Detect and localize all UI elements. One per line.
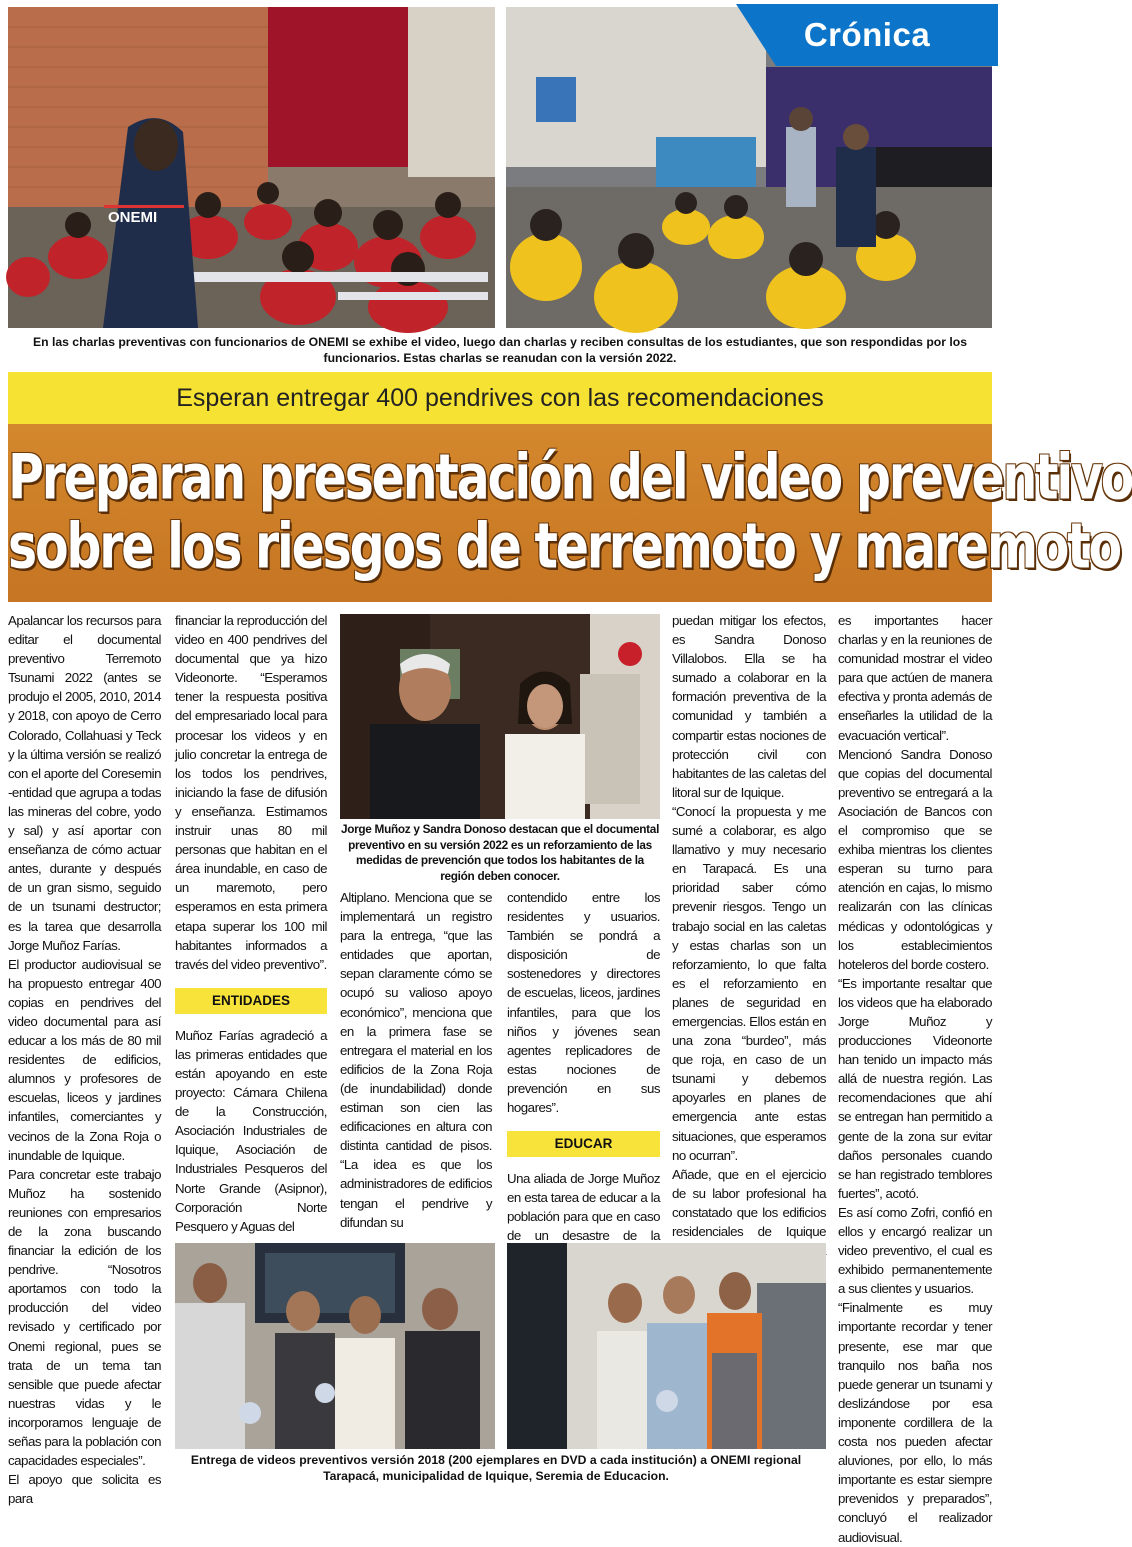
photo-dvd-delivery-2: [507, 1243, 826, 1449]
article-column-2: [175, 611, 327, 1236]
article-column-4: [507, 888, 660, 1265]
paragraph: “Es importante resaltar que los videos que ha elaborado Jorge Muñoz y producciones Videonorte han tenido un impacto más allá de nuestra región. Las recomendaciones que ahí se entregan han permitido a gente de la zona sur evitar daños personales cuando se han registrado temblores fuertes”, acotó.: [838, 975, 992, 1201]
paragraph: El productor audiovisual se ha propuesto entregar 400 copias en pendrives del video documental para así educar a los más de 80 mil residentes de edificios, alumnos y profesores de escuelas, liceos y jardines infantiles, comerciantes y vecinos de la Zona Roja o inundable de Iquique.: [8, 956, 161, 1163]
article-column-3: [340, 888, 492, 1232]
paragraph: “Conocí la propuesta y me sumé a colaborar, es algo llamativo y muy necesario en Tarapacá. Es una prioridad saber cómo prevenir riesgos. Tengo un trabajo social en las caletas y estas charlas son un reforzamiento, lo que falta es el reforzamiento en planes de seguridad en emergencias. Ellos están en una zona “burdeo”, más que roja, en caso de un tsunami y debemos apoyarles en planes de emergencia ante estas situaciones, que esperamos no ocurran”.: [672, 803, 826, 1163]
paragraph: Añade, que en el ejercicio de su labor profesional ha constatado que los edificios residenciales de Iquique: [672, 1166, 826, 1239]
paragraph: Altiplano. Menciona que se implementará un registro para la entrega, “que las entidades que aportan, sepan claramente cómo se ocupó su valioso apoyo económico”, menciona que en la primera fase se entregara el material en los edificios de la Zona Roja (de inundabilidad) donde estiman son cien las edificaciones en altura con distinta cantidad de pisos. “La idea es que los administradores de edificios tengan el pendrive y difundan su: [340, 890, 492, 1230]
caption-photo-munoz-donoso: Jorge Muñoz y Sandra Donoso destacan que el documental preventivo en su versión 2022 es un reforzamiento de las medidas de prevención que todos los habitantes de la región deben conocer.: [340, 822, 660, 883]
paragraph: financiar la reproducción del video en 400 pendrives del documental que ya hizo Videonorte. “Esperamos tener la respuesta positiva del empresariado local para procesar los videos y en julio concretar la entrega de los todos los pendrives, iniciando la fase de difusión y enseñanza. Estimamos instruir unas 80 mil personas que habitan en el área inundable, en caso de un maremoto, pero esperamos en esta primera etapa superar los 100 mil habitantes informados a través del video preventivo”.: [175, 613, 327, 972]
photo-munoz-donoso: [340, 614, 660, 819]
article-column-1: [8, 611, 161, 1508]
paragraph: puedan mitigar los efectos, es Sandra Donoso Villalobos. Ella se ha sumado a colaborar en la formación preventiva de la comunidad y también a compartir estas nociones de protección civil con habitantes de las caletas del litoral sur de Iquique.: [672, 613, 826, 800]
paragraph: Es así como Zofri, confió en ellos y encargó realizar un video preventivo, el cual es exhibido permanentemente a sus clientes y usuarios.: [838, 1204, 992, 1297]
paragraph: “Finalmente es muy importante recordar y tener presente, ese mar que tranquilo nos baña nos puede generar un tsunami y deslizándose por esa imponente cordillera de la costa nos pueden afectar aluviones, por ello, lo más importante es estar siempre prevenidos y preparados”, concluyó el realizador audiovisual.: [838, 1300, 992, 1545]
subhead-entidades: ENTIDADES: [175, 988, 327, 1014]
paragraph: Muñoz Farías agradeció a las primeras entidades que están apoyando en este proyecto: Cámara Chilena de la Construcción, Asociación Industriales de Iquique, Asociación de Industriales Pesqueros del Norte Grande (Asipnor), Corporación Norte Pesquero y Aguas del: [175, 1027, 327, 1234]
paragraph: Mencionó Sandra Donoso que copias del documental preventivo se entregará a la Asociación de Bancos con el compromiso que se exhiba mientras los clientes esperan su turno para atención en cajas, lo mismo realizarán con las clínicas médicas y odontológicas y los establecimientos hoteleros del borde costero.: [838, 746, 992, 972]
paragraph: Para concretar este trabajo Muñoz ha sostenido reuniones con empresarios de la zona buscando financiar la edición de los pendrive. “Nosotros aportamos con todo la producción del video revisado y certificado por Onemi regional, pues se trata de un tema tan sensible que puede afectar nuestras vidas y le incorporamos lenguaje de señas para la población con capacidades especiales”.: [8, 1166, 161, 1469]
section-tab: [736, 4, 998, 66]
paragraph: Apalancar los recursos para editar el documental preventivo Terremoto Tsunami 2022 (antes se produjo el 2005, 2010, 2014 y 2018, con apoyo de Cerro Colorado, Collahuasi y Teck y la última versión se realizó con el aporte del Coresemin -entidad que agrupa a todas las mineras del cobre, yodo y sal) y así aportar con enseñanza de cómo actuar antes, durante y después de un gran sismo, seguido de un tsunami destructor; es la tarea que desarrolla Jorge Muñoz Farías.: [8, 613, 161, 953]
caption-top: En las charlas preventivas con funcionarios de ONEMI se exhibe el video, luego dan charlas y reciben consultas de los estudiantes, que son respondidas por los funcionarios. Estas charlas se reanudan con la versión 2022.: [33, 335, 967, 365]
onemi-jacket-label: ONEMI: [108, 209, 158, 226]
paragraph: es importantes hacer charlas y en la reuniones de comunidad mostrar el video para que actúen de manera efectiva y pronta además de enseñarles la utilidad de la evacuación vertical”.: [838, 613, 992, 743]
kicker-text: Esperan entregar 400 pendrives con las recomendaciones: [176, 383, 824, 412]
section-label: Crónica: [803, 16, 931, 53]
paragraph: Una aliada de Jorge Muñoz en esta tarea de educar a la población para que en caso de un desastre de la: [507, 1171, 660, 1244]
headline-line-1: Preparan presentación del video preventivo: [8, 441, 1132, 514]
caption-bottom: Entrega de videos preventivos versión 2018 (200 ejemplares en DVD a cada institución) a ONEMI regional Tarapacá, municipalidad de Iquique, Seremia de Educacion.: [190, 1453, 802, 1483]
headline-line-2: sobre los riesgos de terremoto y maremoto: [8, 510, 1120, 583]
article-column-5: [672, 611, 826, 1337]
photo-dvd-delivery-1: [175, 1243, 495, 1449]
paragraph: contendido entre los residentes y usuarios. También se pondrá a disposición de sostenedores y directores de escuelas, liceos, jardines infantiles, para que los niños y jóvenes sean agentes replicadores de estas nociones de prevención en sus hogares”.: [507, 890, 660, 1116]
subhead-educar: EDUCAR: [507, 1131, 660, 1157]
photo-classroom-onemi: [8, 7, 495, 328]
article-column-6: [838, 611, 992, 1547]
paragraph: El apoyo que solicita es para: [8, 1472, 161, 1507]
headline-band: [8, 424, 1132, 602]
kicker-band: [8, 372, 992, 424]
